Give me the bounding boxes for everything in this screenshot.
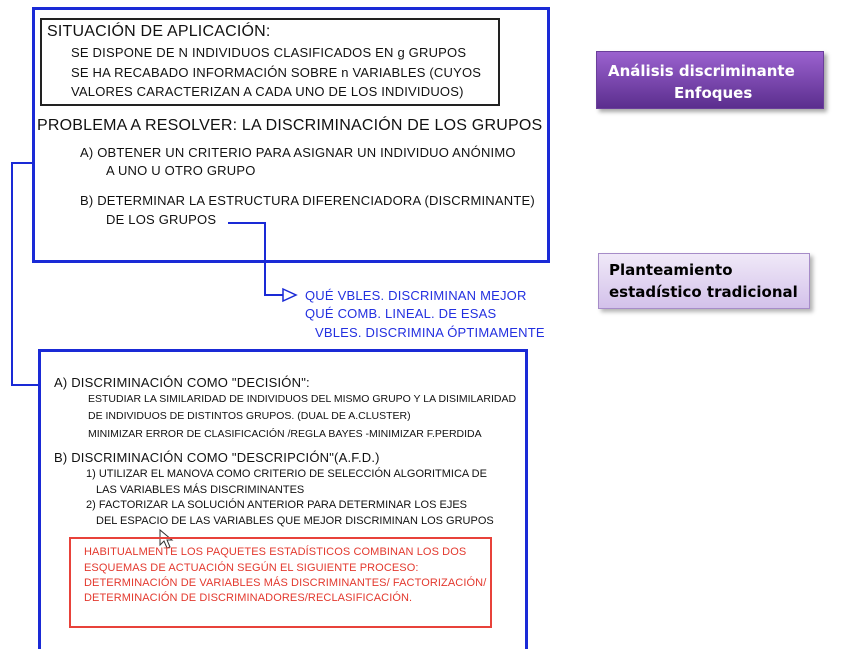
description-line-4: DEL ESPACIO DE LAS VARIABLES QUE MEJOR DISCRIMINAN LOS GRUPOS (96, 515, 494, 527)
habitual-line-1: HABITUALMENTE LOS PAQUETES ESTADÍSTICOS COMBINAN LOS DOS (84, 546, 467, 558)
problem-b-line-2: DE LOS GRUPOS (106, 212, 217, 227)
situation-line-3: VALORES CARACTERIZAN A CADA UNO DE LOS INDIVIDUOS) (71, 84, 464, 99)
problem-b-line-1: B) DETERMINAR LA ESTRUCTURA DIFERENCIADORA (DISCRMINANTE) (80, 193, 535, 208)
problem-a-line-1: A) OBTENER UN CRITERIO PARA ASIGNAR UN INDIVIDUO ANÓNIMO (80, 145, 516, 160)
panel-planteamiento-line-1: Planteamiento (609, 261, 733, 279)
habitual-line-2: ESQUEMAS DE ACTUACIÓN SEGÚN EL SIGUIENTE PROCESO: (84, 562, 419, 574)
situation-title: SITUACIÓN DE APLICACIÓN: (47, 23, 271, 40)
description-line-1: 1) UTILIZAR EL MANOVA COMO CRITERIO DE SELECCIÓN ALGORITMICA DE (86, 468, 487, 480)
arrow-note-line-1: QUÉ VBLES. DISCRIMINAN MEJOR (305, 288, 527, 303)
panel-planteamiento (598, 253, 810, 309)
situation-line-1: SE DISPONE DE N INDIVIDUOS CLASIFICADOS EN g GRUPOS (71, 45, 467, 60)
description-line-3: 2) FACTORIZAR LA SOLUCIÓN ANTERIOR PARA DETERMINAR LOS EJES (86, 499, 468, 511)
panel-analisis-discriminante (596, 51, 824, 109)
habitual-line-3: DETERMINACIÓN DE VARIABLES MÁS DISCRIMINANTES/ FACTORIZACIÓN/ (84, 577, 487, 589)
situation-line-2: SE HA RECABADO INFORMACIÓN SOBRE n VARIABLES (CUYOS (71, 65, 482, 80)
panel-analisis-subtitle: Enfoques (674, 84, 753, 102)
problem-title: PROBLEMA A RESOLVER: LA DISCRIMINACIÓN DE LOS GRUPOS (37, 117, 543, 134)
arrow-head (283, 289, 296, 301)
description-title: B) DISCRIMINACIÓN COMO "DESCRIPCIÓN"(A.F.D.) (54, 450, 380, 465)
decision-title: A) DISCRIMINACIÓN COMO "DECISIÓN": (54, 375, 310, 390)
habitual-line-4: DETERMINACIÓN DE DISCRIMINADORES/RECLASIFICACIÓN. (84, 592, 413, 604)
problem-a-line-2: A UNO U OTRO GRUPO (106, 163, 256, 178)
arrow-note-line-3: VBLES. DISCRIMINA ÓPTIMAMENTE (315, 325, 545, 340)
description-line-2: LAS VARIABLES MÁS DISCRIMINANTES (96, 484, 305, 496)
decision-line-1: ESTUDIAR LA SIMILARIDAD DE INDIVIDUOS DEL MISMO GRUPO Y LA DISIMILARIDAD (88, 393, 517, 405)
decision-line-2: DE INDIVIDUOS DE DISTINTOS GRUPOS. (DUAL DE A.CLUSTER) (88, 410, 411, 422)
panel-planteamiento-line-2: estadístico tradicional (609, 283, 798, 301)
decision-line-3: MINIMIZAR ERROR DE CLASIFICACIÓN /REGLA BAYES -MINIMIZAR F.PERDIDA (88, 428, 482, 440)
panel-analisis-title: Análisis discriminante (608, 62, 795, 80)
arrow-note-line-2: QUÉ COMB. LINEAL. DE ESAS (305, 306, 497, 321)
